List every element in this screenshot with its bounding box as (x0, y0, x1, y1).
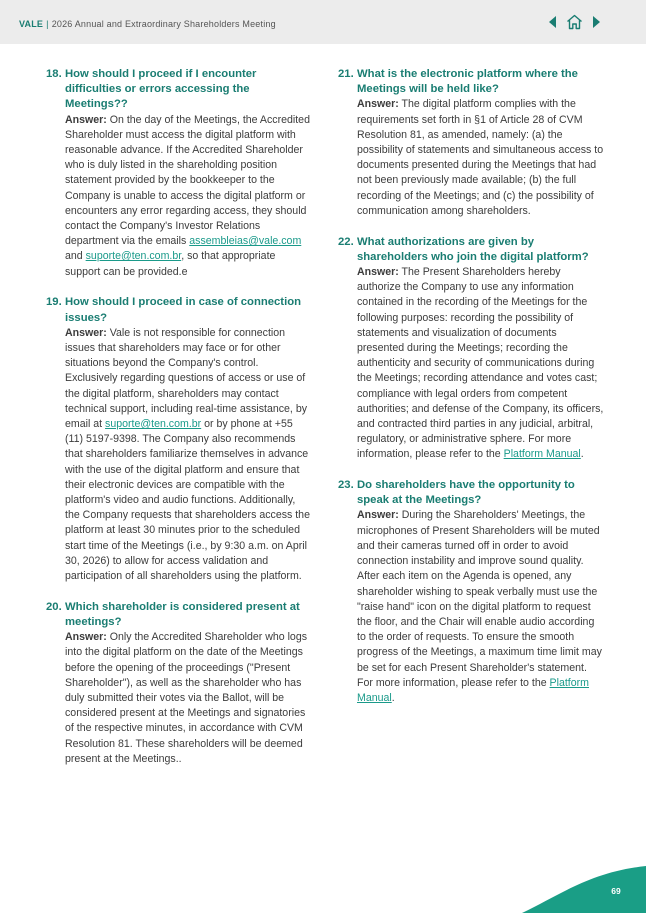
answer-text: During the Shareholders' Meetings, the microphones of Present Shareholders will be muted and their cameras turned off in order to avoid connection instability and improve sound quality. After each item on the Agenda is opened, any shareholder wishing to speak verbally must use the "raise hand" icon on the digital platform to request the floor, and the Chair will enable audio according to the order of requests. To ensure the smooth progress of the Meetings, a maximum time limit may be set for each Present Shareholder's statement. For more information, please refer to the (357, 509, 602, 689)
answer-text: or by phone at +55 (11) 5197-9398. The Company also recommends that shareholders familiarize themselves in advance with the use of the digital platform and ensure that their electronic devices are compatible with the platform's video and audio functions. Additionally, the Company requests that shareholders access the platform at least 30 minutes prior to the scheduled start time of the Meetings (i.e., by 9:30 a.m. on April 30, 2026) to allow for access validation and participation of all shareholders using the platform. (65, 417, 310, 582)
answer-label: Answer: (65, 631, 107, 644)
answer-text: On the day of the Meetings, the Accredited Shareholder must access the digital platform with reasonable advance. If the Accredited Shareholder who is duly listed in the shareholding position statement provided by the bookkeeper to the Company is unable to access the digital platform or encounters any error regarding access, they should contact the Company's Investor Relations department via the emails (65, 113, 310, 248)
meeting-title: 2026 Annual and Extraordinary Shareholders Meeting (51, 19, 276, 29)
email-link-suporte[interactable]: suporte@ten.com.br (105, 417, 202, 430)
brand-logo-text: VALE (19, 19, 44, 29)
email-link-assembleias[interactable]: assembleias@vale.com (189, 235, 302, 248)
platform-manual-link[interactable]: Platform Manual (357, 676, 589, 704)
question-number: 22. (338, 235, 354, 248)
question-text: How should I proceed if I encounter difficulties or errors accessing the Meetings?? (65, 68, 257, 111)
question-number: 18. (46, 68, 62, 80)
answer-text: . (391, 691, 395, 704)
page-number: 69 (611, 886, 621, 896)
answer-label: Answer: (357, 509, 399, 522)
answer-text: . (580, 448, 584, 461)
question-text: Do shareholders have the opportunity to speak at the Meetings? (357, 479, 575, 507)
answer-label: Answer: (65, 113, 107, 126)
question-text: What authorizations are given by shareholders who join the digital platform? (357, 235, 589, 263)
header-separator: | (46, 19, 49, 29)
question-number: 23. (338, 479, 354, 492)
answer-text: Vale is not responsible for connection issues that shareholders may face or for other situations beyond the Company's control. Exclusively regarding questions of access or use of the digital platform, shareholders may contact technical support, including real-time assistance, by email at (65, 326, 308, 430)
question-text: How should I proceed in case of connection issues? (65, 296, 302, 324)
answer-text: The Present Shareholders hereby authorize the Company to use any information contained in the recording of the Meetings for the following purposes: recording the possibility of statements and visualization of documents presented during the Meetings; recording the authenticity and security of communications during the Meetings; recording attendance and votes cast; compliance with legal orders from competent authorities; and defense of the Company, its officers, and contracted third parties in any judicial, arbitral, regulatory, or administrative sphere. For more information, please refer to the (357, 265, 604, 461)
question-text: Which shareholder is considered present at meetings? (65, 600, 300, 628)
answer-label: Answer: (357, 265, 399, 278)
answer-label: Answer: (65, 326, 107, 339)
answer-text: Only the Accredited Shareholder who logs into the digital platform on the date of the Meetings before the opening of the proceedings ("Present Shareholder"), as well as the shareholder who has duly submitted their votes via the Ballot, will be considered present at the Meetings and signatories of the respective minutes, in accordance with CVM Resolution 81. These shareholders will be deemed present at the Meetings.. (65, 631, 308, 765)
email-link-suporte[interactable]: suporte@ten.com.br (85, 250, 182, 263)
question-number: 21. (338, 68, 354, 80)
question-number: 20. (46, 600, 62, 613)
question-number: 19. (46, 296, 62, 309)
platform-manual-link[interactable]: Platform Manual (503, 448, 581, 461)
answer-text: The digital platform complies with the requirements set forth in §1 of Article 28 of CVM Resolution 81, as amended, namely: (a) the possibility of statements and simultaneous access to documents presented during the Meetings that had not been previously made available; (b) the full recording of the Meetings; and (c) the possibility of communication among shareholders. (357, 98, 604, 217)
answer-label: Answer: (357, 98, 399, 111)
question-text: What is the electronic platform where the Meetings will be held like? (357, 68, 578, 96)
answer-text: , so that appropriate support can be provided.e (65, 250, 276, 278)
answer-text: and (65, 250, 86, 263)
